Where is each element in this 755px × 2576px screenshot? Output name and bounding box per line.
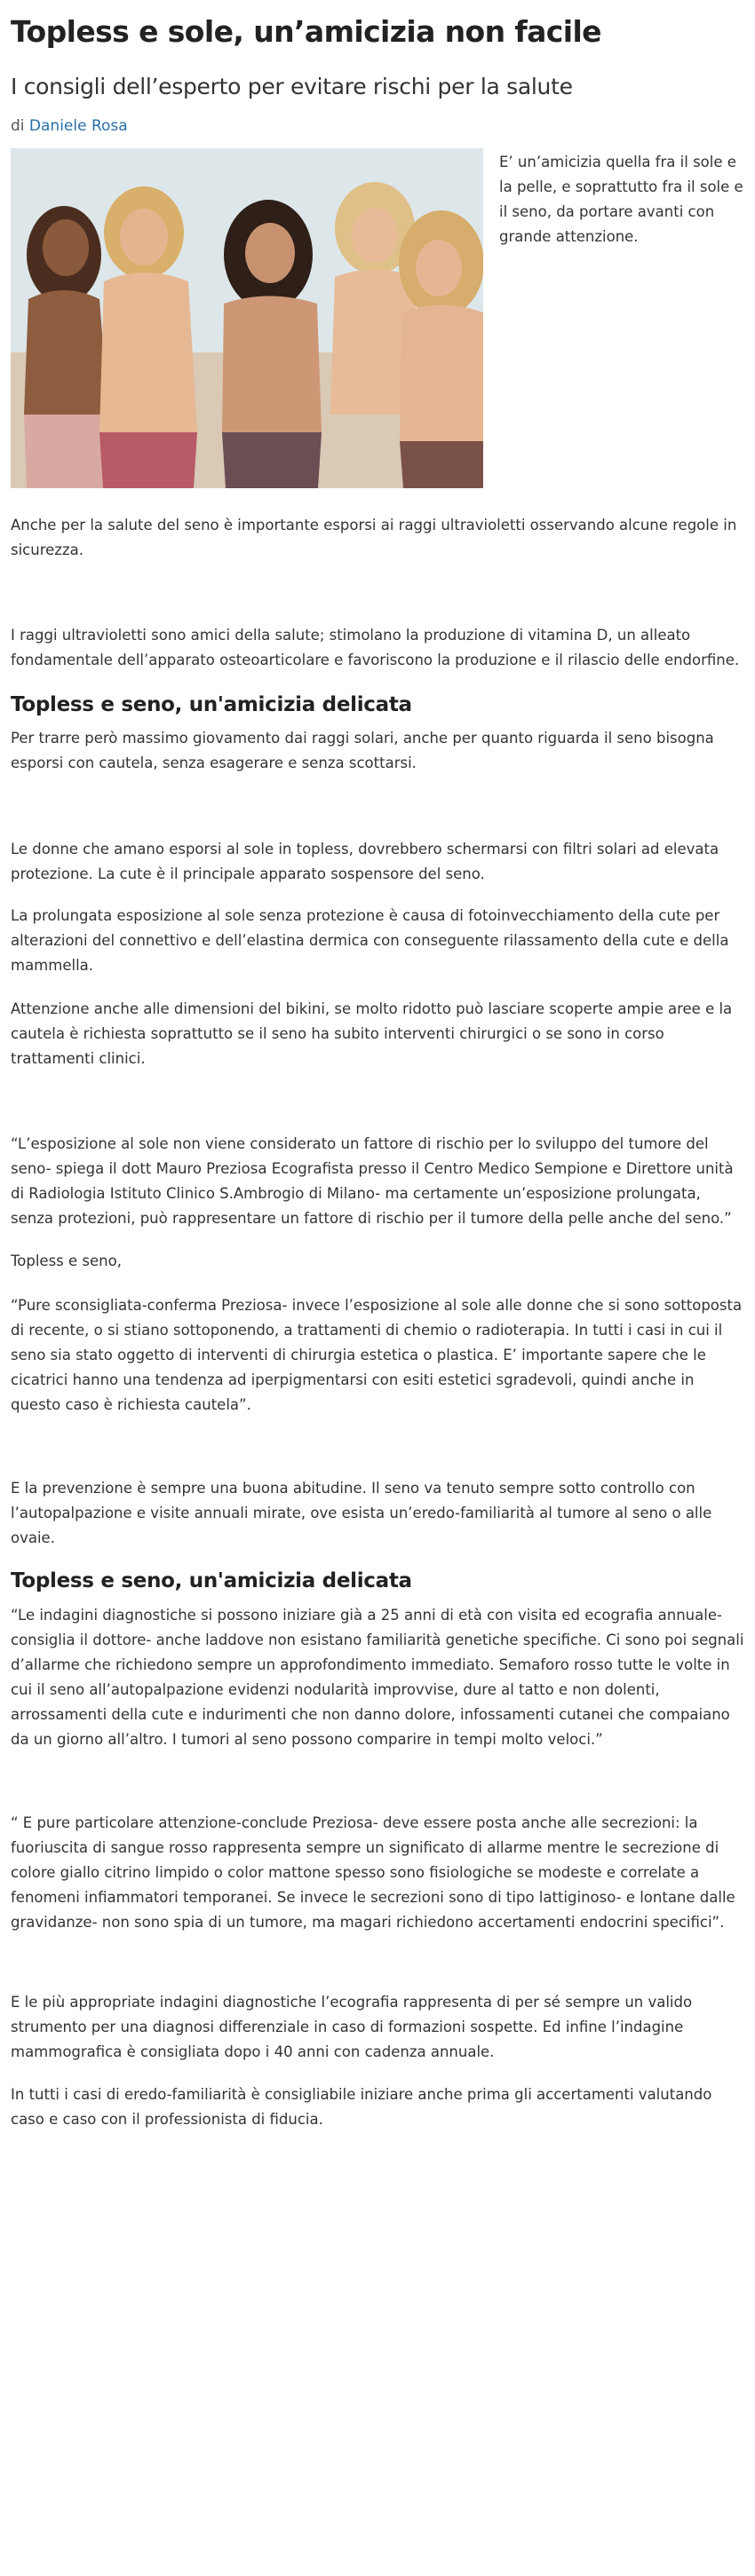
paragraph: I raggi ultravioletti sono amici della salute; stimolano la produzione di vitamina D, un alleato fondamentale dell’apparato osteoarticolare e favoriscono la produzione e il rilascio delle endorfine. bbox=[11, 627, 740, 668]
paragraph: Attenzione anche alle dimensioni del bikini, se molto ridotto può lasciare scoperte ampie aree e la cautela è richiesta soprattutto se il seno ha subito interventi chirurgici o se sono in corso trattamenti clinici. bbox=[11, 1000, 733, 1067]
lead-paragraph: E’ un’amicizia quella fra il sole e la pelle, e soprattutto fra il sole e il seno, da portare avanti con grande attenzione. bbox=[499, 154, 743, 245]
section-heading: Topless e seno, un'amicizia delicata bbox=[11, 693, 412, 716]
article-photo bbox=[11, 148, 483, 488]
paragraph: E la prevenzione è sempre una buona abitudine. Il seno va tenuto sempre sotto controllo con l’autopalpazione e visite annuali mirate, ove esista un’eredo-familiarità al tumore al seno o alle ovaie. bbox=[11, 1480, 712, 1546]
paragraph: In tutti i casi di eredo-familiarità è consigliabile iniziare anche prima gli accertamenti valutando caso e caso con il professionista di fiducia. bbox=[11, 2086, 712, 2128]
author-link[interactable]: Daniele Rosa bbox=[28, 117, 128, 135]
section-heading: Topless e seno, un'amicizia delicata bbox=[11, 1569, 412, 1592]
paragraph: Anche per la salute del seno è importante esporsi ai raggi ultravioletti osservando alcune regole in sicurezza. bbox=[11, 517, 737, 558]
paragraph: “Le indagini diagnostiche si possono iniziare già a 25 anni di età con visita ed ecografia annuale- consiglia il dottore- anche laddove non esistano familiarità genetiche specifiche. Ci sono poi segnali d’allarme che richiedono sempre un approfondimento immediato. Semaforo rosso tutte le volte in cui il seno all’autopalpazione evidenzi nodularità improvvise, dure al tatto e non dolenti, arrossamenti della cute e indurimenti che non danno dolore, infossamenti cutanei che compaiano da un giorno all’altro. I tumori al seno possono comparire in tempi molto veloci.” bbox=[11, 1607, 744, 1748]
paragraph: Le donne che amano esporsi al sole in topless, dovrebbero schermarsi con filtri solari ad elevata protezione. La cute è il principale apparato sospensore del seno. bbox=[11, 841, 719, 882]
byline bbox=[11, 116, 744, 136]
paragraph: Topless e seno, bbox=[11, 1252, 122, 1269]
paragraph: “Pure sconsigliata-conferma Preziosa- invece l’esposizione al sole alle donne che si sono sottoposta di recente, o si stiano sottoponendo, a trattamenti di chemio o radioterapia. In tutti i casi in cui il seno sia stato oggetto di interventi di chirurgia estetica o plastica. E’ importante sapere che le cicatrici hanno una tendenza ad iperpigmentarsi con esiti estetici sgradevoli, quindi anche in questo caso è richiesta cautela”. bbox=[11, 1297, 743, 1413]
paragraph: La prolungata esposizione al sole senza protezione è causa di fotoinvecchiamento della cute per alterazioni del connettivo e dell’elastina dermica con conseguente rilassamento della cute e della mammella. bbox=[11, 907, 729, 974]
article bbox=[11, 0, 744, 488]
paragraph: “ E pure particolare attenzione-conclude Preziosa- deve essere posta anche alle secrezioni: la fuoriuscita di sangue rosso rappresenta sempre un significato di allarme mentre le secrezione di colore giallo citrino limpido o color mattone spesso sono fisiologiche se modeste e correlate a fenomeni infiammatori temporanei. Se invece le secrezioni sono di tipo lattiginoso- e lontane dalle gravidanze- non sono spia di un tumore, ma magari richiedono accertamenti endocrini specifici”. bbox=[11, 1814, 735, 1931]
lead-section bbox=[11, 148, 744, 488]
byline-prefix: di bbox=[11, 117, 25, 135]
paragraph: “L’esposizione al sole non viene considerato un fattore di rischio per lo sviluppo del tumore del seno- spiega il dott Mauro Preziosa Ecografista presso il Centro Medico Sempione e Direttore unità di Radiologia Istituto Clinico S.Ambrogio di Milano- ma certamente un’esposizione prolungata, senza protezioni, può rappresentare un fattore di rischio per il tumore della pelle anche del seno.” bbox=[11, 1135, 734, 1227]
article-subtitle: I consigli dell’esperto per evitare rischi per la salute bbox=[11, 74, 573, 99]
article-title: Topless e sole, un’amicizia non facile bbox=[11, 14, 601, 49]
paragraph: E le più appropriate indagini diagnostiche l’ecografia rappresenta di per sé sempre un valido strumento per una diagnosi differenziale in caso di formazioni sospette. Ed infine l’indagine mammografica è consigliata dopo i 40 anni con cadenza annuale. bbox=[11, 1994, 693, 2060]
paragraph: Per trarre però massimo giovamento dai raggi solari, anche per quanto riguarda il seno bisogna esporsi con cautela, senza esagerare e senza scottarsi. bbox=[11, 730, 714, 771]
